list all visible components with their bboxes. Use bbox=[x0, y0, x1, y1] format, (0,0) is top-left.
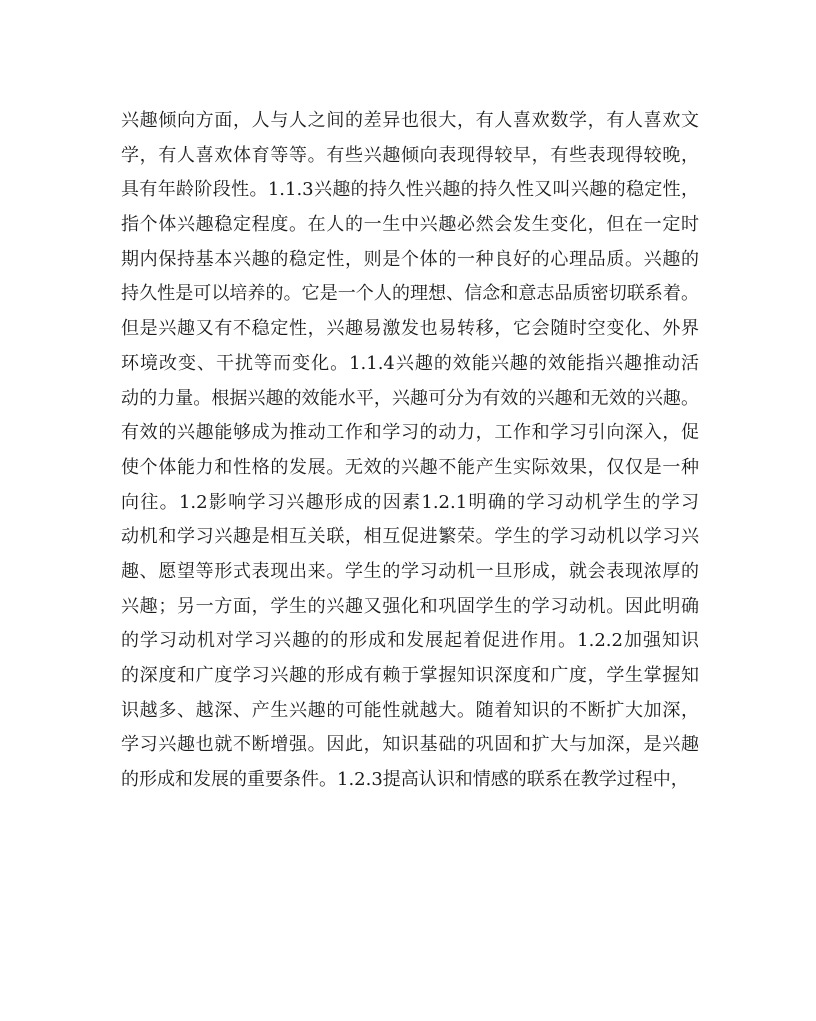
text-line: 期内保持基本兴趣的稳定性，则是个体的一种良好的心理品质。兴趣的 bbox=[121, 248, 699, 270]
text-line: 动的力量。根据兴趣的效能水平，兴趣可分为有效的兴趣和无效的兴趣。 bbox=[121, 387, 699, 409]
text-line: 的学习动机对学习兴趣的的形成和发展起着促进作用。1.2.2加强知识 bbox=[121, 630, 699, 652]
text-line: 使个体能力和性格的发展。无效的兴趣不能产生实际效果，仅仅是一种 bbox=[121, 456, 699, 478]
text-line: 兴趣倾向方面，人与人之间的差异也很大，有人喜欢数学，有人喜欢文 bbox=[121, 110, 699, 131]
text-line: 识越多、越深、产生兴趣的可能性就越大。随着知识的不断扩大加深， bbox=[121, 699, 699, 721]
text-line: 的深度和广度学习兴趣的形成有赖于掌握知识深度和广度，学生掌握知 bbox=[121, 665, 699, 686]
text-line: 但是兴趣又有不稳定性，兴趣易激发也易转移，它会随时空变化、外界 bbox=[121, 318, 699, 340]
text-line: 具有年龄阶段性。1.1.3兴趣的持久性兴趣的持久性又叫兴趣的稳定性， bbox=[121, 179, 699, 201]
body-text bbox=[121, 104, 699, 798]
text-line: 动机和学习兴趣是相互关联，相互促进繁荣。学生的学习动机以学习兴 bbox=[121, 526, 699, 548]
text-line: 学，有人喜欢体育等等。有些兴趣倾向表现得较早，有些表现得较晚， bbox=[121, 144, 699, 166]
text-line: 趣、愿望等形式表现出来。学生的学习动机一旦形成，就会表现浓厚的 bbox=[121, 560, 699, 582]
text-line: 学习兴趣也就不断增强。因此，知识基础的巩固和扩大与加深，是兴趣 bbox=[121, 734, 699, 756]
text-line: 兴趣；另一方面，学生的兴趣又强化和巩固学生的学习动机。因此明确 bbox=[121, 595, 699, 617]
text-line: 的形成和发展的重要条件。1.2.3提高认识和情感的联系在教学过程中， bbox=[121, 769, 689, 791]
text-line: 环境改变、干扰等而变化。1.1.4兴趣的效能兴趣的效能指兴趣推动活 bbox=[121, 352, 699, 374]
text-line: 指个体兴趣稳定程度。在人的一生中兴趣必然会发生变化，但在一定时 bbox=[121, 214, 699, 236]
text-line: 有效的兴趣能够成为推动工作和学习的动力，工作和学习引向深入，促 bbox=[121, 422, 699, 444]
text-line: 持久性是可以培养的。它是一个人的理想、信念和意志品质密切联系着。 bbox=[121, 283, 699, 305]
text-line: 向往。1.2影响学习兴趣形成的因素1.2.1明确的学习动机学生的学习 bbox=[121, 491, 699, 513]
